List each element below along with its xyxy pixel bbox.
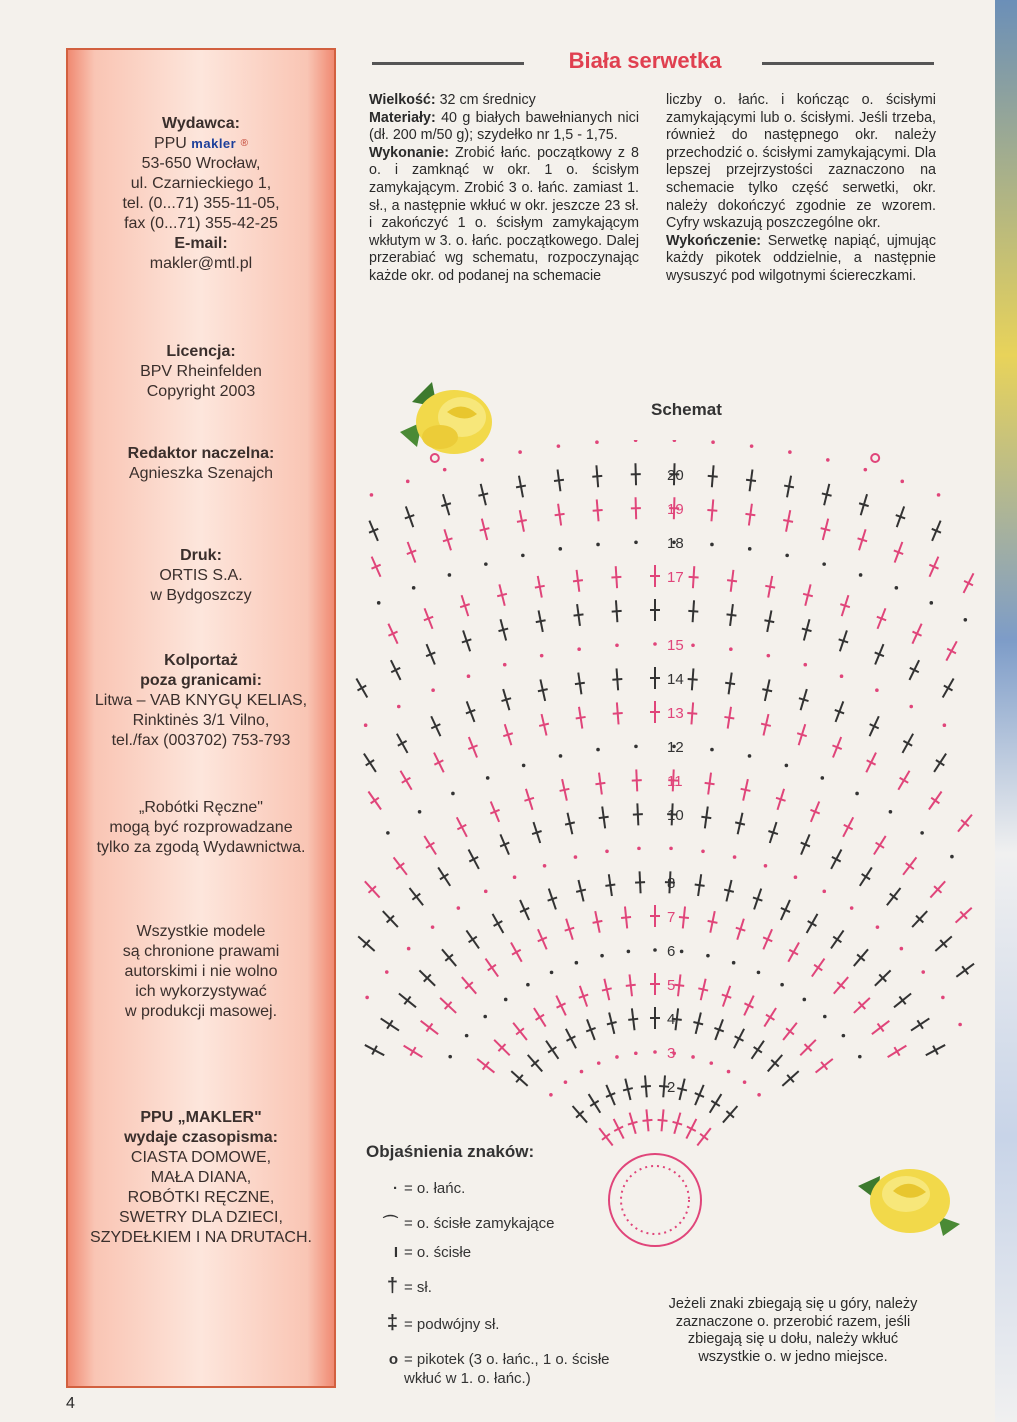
treble-crochet-icon: ‡	[386, 1312, 398, 1334]
print-block	[68, 546, 334, 606]
publisher-prefix: PPU	[153, 135, 187, 152]
license-label: Licencja:	[166, 343, 236, 360]
notice-block	[68, 798, 334, 858]
round-number: 2	[667, 1079, 676, 1096]
round-number: 3	[667, 1045, 676, 1062]
magazine-name: MAŁA DIANA,	[150, 1169, 252, 1186]
finishing-label: Wykończenie:	[666, 232, 762, 249]
distribution-line: tel./fax (003702) 753-793	[111, 732, 291, 749]
license-block	[68, 342, 334, 402]
distribution-block	[68, 651, 334, 751]
page-number: 4	[66, 1395, 75, 1412]
legend-item	[366, 1180, 465, 1197]
article-title: Biała serwetka	[568, 48, 722, 73]
distribution-label: poza granicami:	[140, 672, 262, 689]
materials-label: Materiały:	[369, 109, 436, 126]
email-label: E-mail:	[174, 235, 228, 252]
round-number: 4	[667, 1011, 676, 1028]
round-number: 18	[667, 535, 684, 552]
round-number: 17	[667, 569, 684, 586]
diagram-stitches	[355, 440, 975, 1246]
notice-line: w produkcji masowej.	[124, 1003, 278, 1020]
adjacent-page-edge	[995, 0, 1017, 1422]
execution-label: Wykonanie:	[369, 144, 449, 161]
notice-line: „Robótki Ręczne"	[139, 799, 263, 816]
notice-line: mogą być rozprowadzane	[109, 819, 293, 836]
copyright-notice-block	[68, 922, 334, 1022]
round-number: 7	[667, 909, 676, 926]
legend-text: = o. łańc.	[404, 1180, 466, 1197]
license-line: BPV Rheinfelden	[140, 363, 262, 380]
editor-name: Agnieszka Szenajch	[128, 465, 274, 482]
publisher-label: Wydawca:	[162, 115, 240, 132]
round-number: 13	[667, 705, 684, 722]
publisher-line: ul. Czarnieckiego 1,	[130, 175, 272, 192]
round-number: 11	[667, 773, 683, 790]
magazines-block	[68, 1108, 334, 1248]
round-numbers	[667, 467, 684, 1096]
schema-label: Schemat	[651, 400, 722, 419]
crochet-diagram	[355, 440, 975, 1260]
round-number: 15	[667, 637, 684, 654]
print-line: ORTIS S.A.	[159, 567, 243, 584]
distribution-line: Litwa – VAB KNYGŲ KELIAS,	[94, 692, 308, 709]
magazines-label: wydaje czasopisma:	[124, 1129, 278, 1146]
round-number: 14	[667, 671, 684, 688]
distribution-label: Kolportaż	[164, 652, 238, 669]
editor-label: Redaktor naczelna:	[127, 445, 275, 462]
chain-stitch-icon: ·	[393, 1180, 398, 1197]
legend-text: = pikotek (3 o. łańc., 1 o. ścisłe	[404, 1351, 610, 1368]
legend-text: = o. ścisłe zamykające	[404, 1215, 555, 1232]
magazine-name: SZYDEŁKIEM I NA DRUTACH.	[90, 1229, 312, 1246]
publisher-line: fax (0...71) 355-42-25	[124, 215, 278, 232]
notice-line: są chronione prawami	[122, 943, 280, 960]
title-rule-left	[372, 62, 524, 65]
round-number: 19	[667, 501, 684, 518]
notice-line: autorskimi i nie wolno	[124, 963, 278, 980]
round-number: 20	[667, 467, 684, 484]
execution-text-cont: liczby o. łańc. i kończąc o. ścisłymi zamykającymi lub o. ścisłymi. Jeśli trzeba, również do następnego okr. należy przechodzić o. ścisłymi zamykającymi. Dla lepszej przejrzystości zaznaczono na schemacie tylko część serwetki, okr. należy dokończyć zgodnie ze wzorem. Cyfry wskazują poszczególne okr.	[666, 92, 936, 232]
legend-item	[366, 1244, 471, 1261]
round-number: 8	[667, 875, 676, 892]
magazine-name: CIASTA DOMOWE,	[130, 1149, 272, 1166]
size-label: Wielkość:	[369, 92, 436, 108]
instructions-column-1	[369, 92, 639, 286]
publisher-line: 53-650 Wrocław,	[141, 155, 261, 172]
magazine-name: SWETRY DLA DZIECI,	[119, 1209, 283, 1226]
legend-item	[366, 1351, 610, 1368]
instructions-column-2	[666, 92, 936, 286]
title-rule-right	[762, 62, 934, 65]
round-number: 12	[667, 739, 684, 756]
publisher-block	[68, 114, 334, 274]
materials-text: 40 g białych bawełnianych nici (dł. 200 m/50 g); szydełko nr 1,5 - 1,75.	[369, 109, 639, 144]
single-crochet-icon: I	[393, 1244, 398, 1261]
round-number: 10	[667, 807, 684, 824]
finishing-text: Serwetkę napiąć, ujmując każdy pikotek oddzielnie, a następnie wysuszyć pod wilgotnymi ściereczkami.	[666, 232, 936, 284]
makler-logo: makler	[191, 136, 237, 151]
legend-title: Objaśnienia znaków:	[366, 1142, 535, 1161]
picot-icon: o	[388, 1351, 398, 1368]
round-number: 6	[667, 943, 676, 960]
legend	[366, 1142, 534, 1176]
publisher-line: tel. (0...71) 355-11-05,	[122, 195, 280, 212]
legend-item-cont	[404, 1370, 531, 1387]
double-crochet-icon: †	[386, 1275, 398, 1297]
editor-block	[68, 444, 334, 484]
slip-stitch-icon: ⌒	[382, 1215, 398, 1232]
notice-line: Wszystkie modele	[136, 923, 266, 940]
legend-item	[366, 1275, 432, 1298]
execution-text: Zrobić łańc. początkowy z 8 o. i zamknąć w okr. 1 o. ścisłym zamykającym. Zrobić 3 o. łańc. zamiast 1. sł., a następnie wkłuć w okr. jeszcze 23 sł. i zakończyć 1 o. ścisłym zamykającym wkłutym w 3. o. łańc. początkowego. Dalej przerabiać wg schematu, rozpoczynając każde okr. od podanej na schemacie	[369, 144, 639, 284]
legend-item	[366, 1312, 499, 1335]
print-label: Druk:	[180, 547, 222, 564]
size-text: 32 cm średnicy	[435, 92, 536, 108]
distribution-line: Rinktinės 3/1 Vilno,	[132, 712, 270, 729]
round-number: 5	[667, 977, 676, 994]
convergence-note: Jeżeli znaki zbiegają się u góry, należy zaznaczone o. przerobić razem, jeśli zbiegają się u dołu, należy wkłuć wszystkie o. w jedno miejsce.	[668, 1296, 918, 1365]
registered-mark-icon: ®	[240, 138, 249, 149]
magazines-label: PPU „MAKLER"	[140, 1109, 262, 1126]
notice-line: tylko za zgodą Wydawnictwa.	[96, 839, 306, 856]
legend-text: = podwójny sł.	[404, 1316, 500, 1333]
notice-line: ich wykorzystywać	[135, 983, 267, 1000]
legend-item	[366, 1212, 554, 1233]
license-line: Copyright 2003	[146, 383, 256, 400]
print-line: w Bydgoszczy	[150, 587, 252, 604]
publisher-sidebar	[66, 48, 336, 1388]
magazine-name: ROBÓTKI RĘCZNE,	[127, 1189, 275, 1206]
email-address: makler@mtl.pl	[149, 255, 253, 272]
legend-text: = sł.	[404, 1279, 432, 1296]
legend-text: = o. ścisłe	[404, 1244, 472, 1261]
legend-text: wkłuć w 1. o. łańc.)	[404, 1370, 531, 1387]
